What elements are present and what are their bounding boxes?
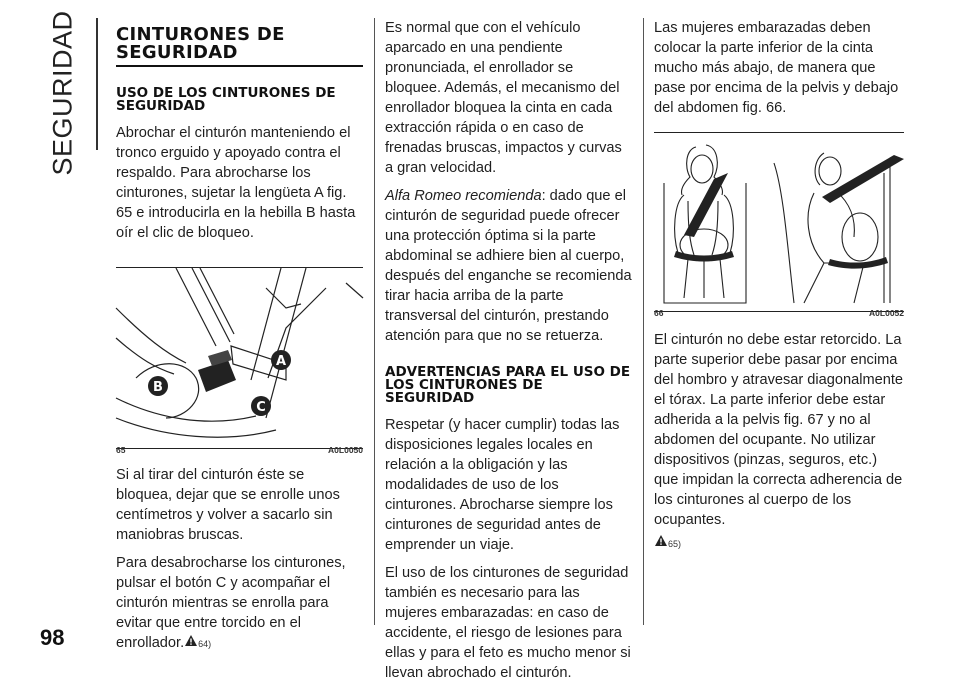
paragraph bbox=[385, 186, 632, 346]
seatbelt-buckle-illustration bbox=[116, 268, 363, 448]
callout-a: A bbox=[275, 354, 287, 369]
pregnant-woman-seatbelt-illustration bbox=[654, 133, 904, 311]
column-2 bbox=[385, 18, 632, 683]
figure-65 bbox=[116, 267, 363, 455]
note-reference-line bbox=[654, 534, 904, 552]
column-divider bbox=[643, 18, 644, 625]
paragraph-text: Para desabrocharse los cinturones, pulsar el botón C y acompañar el cinturón mientras se enrolla para evitar que entre torcido en el enrollador. bbox=[116, 555, 346, 651]
paragraph-text: : dado que el cinturón de seguridad puede ofrecer una protección óptima si la parte abdominal se adhiere bien al cuerpo, después del enganche se recomienda tirar hacia arriba de la parte transversal del cinturón, prestando atención para que no se retuerza. bbox=[385, 188, 632, 344]
section-side-label bbox=[40, 10, 86, 176]
paragraph: Es normal que con el vehículo aparcado en una pendiente pronunciada, el enrollador se bloquee. Además, el mecanismo del enrollador bloquea la cinta en cada extracción rápida o en caso de frenadas bruscas, impactos y curvas a gran velocidad. bbox=[385, 20, 622, 176]
callout-c: C bbox=[256, 400, 266, 415]
paragraph: Las mujeres embarazadas deben colocar la parte inferior de la cinta mucho más abajo, de manera que pase por encima de la pelvis y debajo del abdomen fig. 66. bbox=[654, 20, 899, 116]
paragraph bbox=[116, 553, 363, 654]
section-title: CINTURONES DE SEGURIDAD bbox=[116, 24, 285, 63]
figure-number: 65 bbox=[116, 445, 126, 455]
figure-code: A0L0050 bbox=[328, 445, 363, 455]
column-divider bbox=[374, 18, 375, 625]
subsection-title: USO DE LOS CINTURONES DE SEGURIDAD bbox=[116, 85, 336, 114]
callout-b: B bbox=[153, 380, 163, 395]
note-reference: 64) bbox=[198, 639, 212, 649]
page-number: 98 bbox=[40, 625, 65, 650]
paragraph: Respetar (y hacer cumplir) todas las disposiciones legales locales en relación a la obligación y las modalidades de uso de los cinturones. Abrocharse siempre los cinturones de seguridad antes de emprender un viaje. bbox=[385, 417, 620, 553]
paragraph: Si al tirar del cinturón éste se bloquea, dejar que se enrolle unos centímetros y volver a sacarlo sin maniobras bruscas. bbox=[116, 467, 340, 543]
figure-66 bbox=[654, 132, 904, 318]
figure-number: 66 bbox=[654, 308, 664, 318]
italic-lead: Alfa Romeo recomienda bbox=[385, 188, 542, 204]
column-3 bbox=[654, 18, 904, 552]
paragraph: Abrochar el cinturón manteniendo el tronco erguido y apoyado contra el respaldo. Para abrocharse los cinturones, sujetar la lengüeta A fig. 65 e introducirla en la hebilla B hasta oír el clic de bloqueo. bbox=[116, 125, 356, 241]
paragraph: El uso de los cinturones de seguridad también es necesario para las mujeres embarazadas: en caso de accidente, el riesgo de lesiones para ellas y para el feto es mucho menor si llevan abrochado el cinturón. bbox=[385, 565, 631, 681]
paragraph: El cinturón no debe estar retorcido. La parte superior debe pasar por encima del hombro y atravesar diagonalmente el tórax. La parte inferior debe estar adherida a la pelvis fig. 67 y no al abdomen del ocupante. No utilizar dispositivos (pinzas, seguros, etc.) que impidan la correcta adherencia de los cinturones al cuerpo de los ocupantes. bbox=[654, 332, 904, 528]
note-reference: 65) bbox=[668, 539, 682, 549]
figure-code: A0L0052 bbox=[869, 308, 904, 318]
warning-triangle-icon bbox=[654, 534, 668, 547]
section-side-label-text: SEGURIDAD bbox=[47, 10, 78, 176]
side-divider bbox=[96, 18, 98, 150]
warning-triangle-icon bbox=[184, 634, 198, 647]
subsection-title: ADVERTENCIAS PARA EL USO DE LOS CINTURONES DE SEGURIDAD bbox=[385, 364, 631, 406]
column-1 bbox=[116, 18, 363, 654]
